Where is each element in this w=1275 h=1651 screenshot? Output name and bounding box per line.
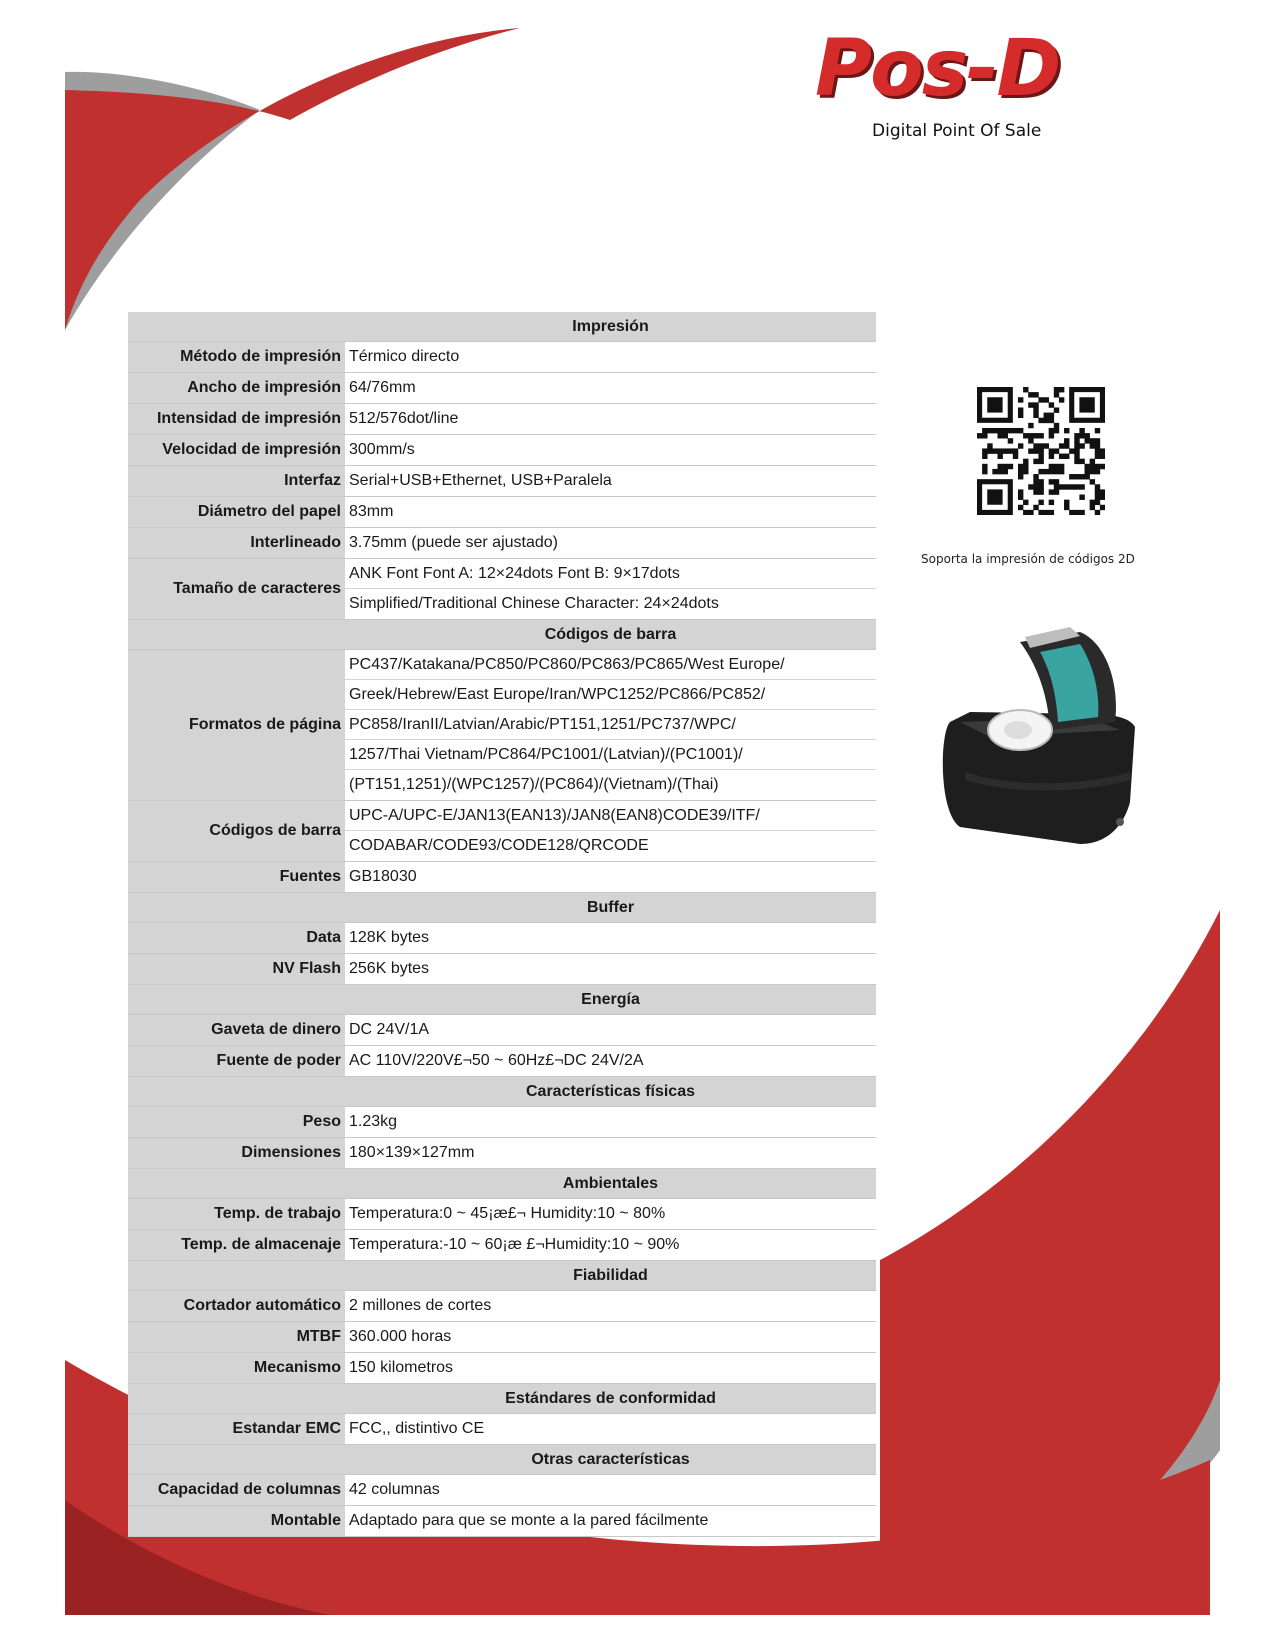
spec-value: 360.000 horas — [345, 1322, 876, 1352]
spec-value: PC858/IranII/Latvian/Arabic/PT151,1251/PC737/WPC/ — [345, 710, 876, 740]
section-heading: Ambientales — [128, 1169, 876, 1199]
section-heading: Fiabilidad — [128, 1261, 876, 1291]
spec-label: Velocidad de impresión — [162, 441, 341, 458]
spec-value: FCC,, distintivo CE — [345, 1414, 876, 1444]
spec-label: Temp. de almacenaje — [181, 1236, 341, 1253]
spec-label: MTBF — [296, 1328, 341, 1345]
spec-value: Simplified/Traditional Chinese Character: 24×24dots — [345, 589, 876, 619]
spec-value: AC 110V/220V£¬50 ~ 60Hz£¬DC 24V/2A — [345, 1046, 876, 1076]
spec-row — [128, 342, 876, 373]
spec-label: Montable — [270, 1512, 341, 1529]
spec-label: Formatos de página — [188, 716, 341, 733]
spec-label: Fuente de poder — [216, 1052, 341, 1069]
spec-value: 300mm/s — [345, 435, 876, 465]
spec-label: Gaveta de dinero — [211, 1021, 341, 1038]
spec-row — [128, 862, 876, 893]
spec-row — [128, 923, 876, 954]
spec-label: Interlineado — [250, 534, 341, 551]
spec-label: Capacidad de columnas — [157, 1481, 341, 1498]
spec-row — [128, 466, 876, 497]
spec-value: 512/576dot/line — [345, 404, 876, 434]
spec-value: UPC-A/UPC-E/JAN13(EAN13)/JAN8(EAN8)CODE39/ITF/ — [345, 801, 876, 831]
spec-row — [128, 1506, 876, 1537]
spec-value: ANK Font Font A: 12×24dots Font B: 9×17dots — [345, 559, 876, 589]
spec-row — [128, 373, 876, 404]
spec-table — [128, 312, 876, 1537]
spec-value: 64/76mm — [345, 373, 876, 403]
spec-value: 128K bytes — [345, 923, 876, 953]
section-heading: Impresión — [128, 312, 876, 342]
spec-label: Interfaz — [284, 472, 341, 489]
spec-value: 2 millones de cortes — [345, 1291, 876, 1321]
spec-row — [128, 1230, 876, 1261]
top-left-red-swoosh — [65, 28, 520, 330]
spec-label: Tamaño de caracteres — [173, 580, 341, 597]
spec-label: Fuentes — [279, 868, 341, 885]
spec-value: Temperatura:0 ~ 45¡æ£¬ Humidity:10 ~ 80% — [345, 1199, 876, 1229]
spec-label: NV Flash — [272, 960, 341, 977]
spec-value: GB18030 — [345, 862, 876, 892]
spec-label: Códigos de barra — [209, 822, 341, 839]
spec-row — [128, 497, 876, 528]
spec-label: Mecanismo — [253, 1359, 341, 1376]
spec-label: Cortador automático — [183, 1297, 341, 1314]
spec-row — [128, 1199, 876, 1230]
spec-row — [128, 528, 876, 559]
spec-row — [128, 1353, 876, 1384]
spec-label: Ancho de impresión — [187, 379, 341, 396]
spec-value: 83mm — [345, 497, 876, 527]
spec-label: Estandar EMC — [232, 1420, 341, 1437]
qr-caption: Soporta la impresión de códigos 2D — [921, 552, 1135, 566]
spec-row — [128, 1322, 876, 1353]
spec-label: Intensidad de impresión — [156, 410, 341, 427]
spec-row — [128, 559, 876, 620]
spec-value: Adaptado para que se monte a la pared fácilmente — [345, 1506, 876, 1536]
spec-label: Diámetro del papel — [197, 503, 341, 520]
spec-value: 180×139×127mm — [345, 1138, 876, 1168]
spec-row — [128, 1015, 876, 1046]
spec-value: (PT151,1251)/(WPC1257)/(PC864)/(Vietnam)/(Thai) — [345, 770, 876, 800]
spec-value: PC437/Katakana/PC850/PC860/PC863/PC865/West Europe/ — [345, 650, 876, 680]
spec-value: 256K bytes — [345, 954, 876, 984]
thermal-printer-image — [930, 622, 1150, 852]
spec-label: Peso — [302, 1113, 341, 1130]
section-heading: Estándares de conformidad — [128, 1384, 876, 1414]
section-heading: Buffer — [128, 893, 876, 923]
qr-code-icon — [977, 387, 1105, 515]
spec-value: Serial+USB+Ethernet, USB+Paralela — [345, 466, 876, 496]
section-heading: Energía — [128, 985, 876, 1015]
spec-label: Temp. de trabajo — [214, 1205, 341, 1222]
spec-label: Dimensiones — [241, 1144, 341, 1161]
spec-row — [128, 435, 876, 466]
section-heading: Características físicas — [128, 1077, 876, 1107]
spec-value: Temperatura:-10 ~ 60¡æ £¬Humidity:10 ~ 90% — [345, 1230, 876, 1260]
spec-row — [128, 1046, 876, 1077]
spec-label: Método de impresión — [180, 348, 341, 365]
spec-row — [128, 801, 876, 862]
spec-value: CODABAR/CODE93/CODE128/QRCODE — [345, 831, 876, 861]
spec-row — [128, 954, 876, 985]
brand-tagline: Digital Point Of Sale — [872, 121, 1042, 141]
spec-value: 1.23kg — [345, 1107, 876, 1137]
spec-value: 150 kilometros — [345, 1353, 876, 1383]
brand-logo — [815, 24, 1115, 141]
spec-row — [128, 404, 876, 435]
spec-row — [128, 1475, 876, 1506]
spec-value: Greek/Hebrew/East Europe/Iran/WPC1252/PC866/PC852/ — [345, 680, 876, 710]
spec-value: 42 columnas — [345, 1475, 876, 1505]
spec-row — [128, 1291, 876, 1322]
spec-row — [128, 1138, 876, 1169]
section-heading: Códigos de barra — [128, 620, 876, 650]
spec-value: Térmico directo — [345, 342, 876, 372]
spec-row — [128, 1414, 876, 1445]
spec-value: DC 24V/1A — [345, 1015, 876, 1045]
spec-row — [128, 1107, 876, 1138]
spec-label: Data — [306, 929, 341, 946]
spec-value: 3.75mm (puede ser ajustado) — [345, 528, 876, 558]
spec-row — [128, 650, 876, 801]
brand-name: Pos-D — [815, 24, 1060, 114]
section-heading: Otras características — [128, 1445, 876, 1475]
spec-value: 1257/Thai Vietnam/PC864/PC1001/(Latvian)/(PC1001)/ — [345, 740, 876, 770]
